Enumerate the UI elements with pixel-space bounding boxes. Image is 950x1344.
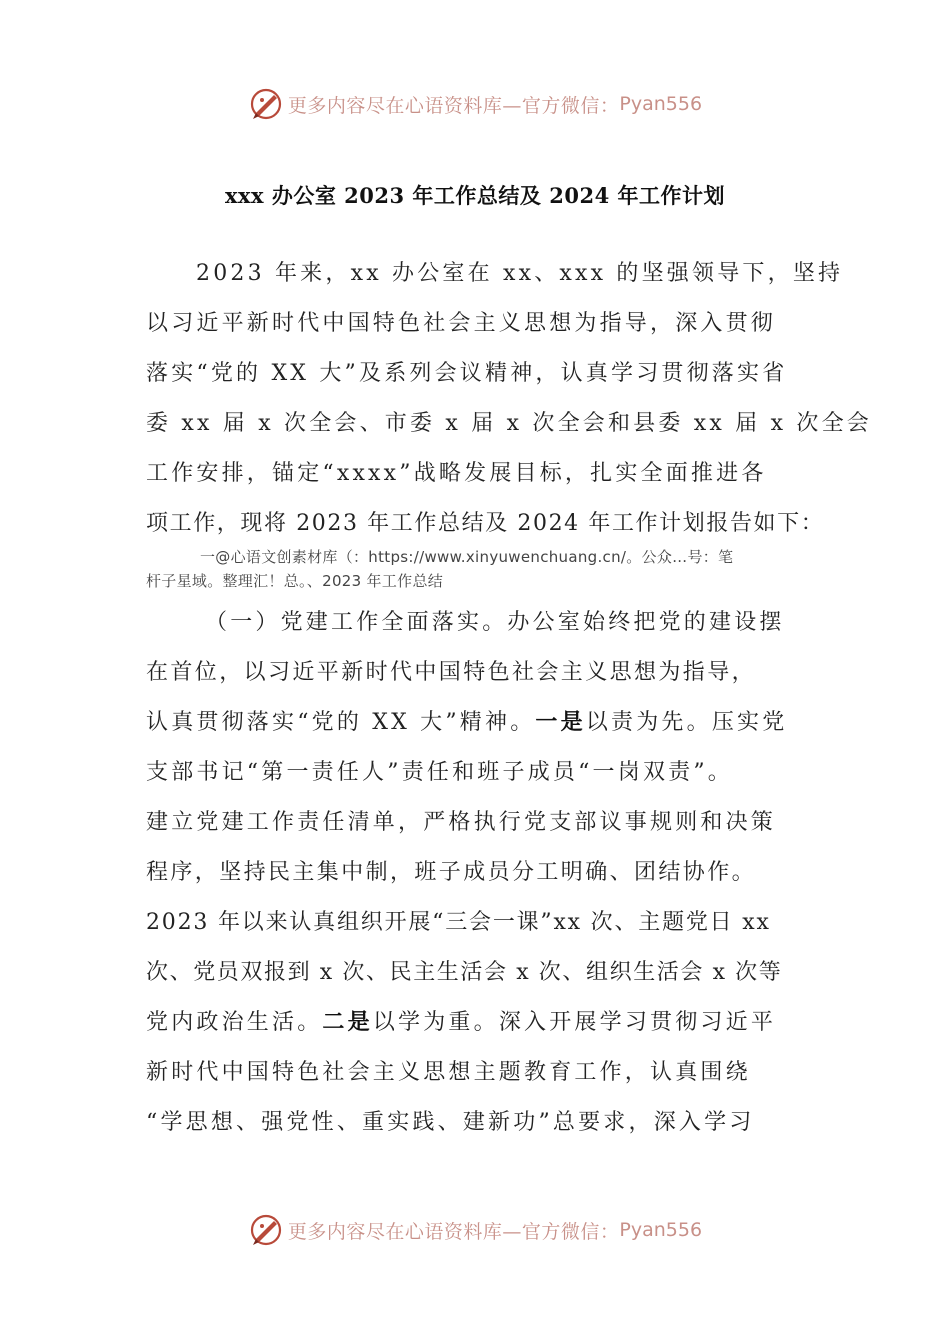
section1-line-3-tail: 以责为先。压实党 [585, 710, 788, 735]
intro-line-2: 以习近平新时代中国特色社会主义思想为指导，深入贯彻 [146, 311, 777, 336]
section1-line-6: 程序，坚持民主集中制，班子成员分工明确、团结协作。 [146, 860, 757, 885]
section1-line-4: 支部书记“第一责任人”责任和班子成员“一岗双责”。 [146, 760, 733, 785]
section1-line-7: 2023 年以来认真组织开展“三会一课”xx 次、主题党日 xx [146, 910, 771, 935]
intro-line-6: 项工作，现将 2023 年工作总结及 2024 年工作计划报告如下： [146, 511, 825, 536]
intro-line-4: 委 xx 届 x 次全会、市委 x 届 x 次全会和县委 xx 届 x 次全会 [146, 411, 872, 436]
section1-line-2: 在首位，以习近平新时代中国特色社会主义思想为指导， [146, 660, 757, 685]
source-note-line-1: 一@心语文创素材库（：https://www.xinyuwenchuang.cn/。公众…号：笔 [200, 548, 734, 566]
banner-wechat-id: Pyan556 [619, 1219, 703, 1241]
section1-line-3 [146, 705, 787, 736]
intro-line-3: 落实“党的 XX 大”及系列会议精神，认真学习贯彻落实省 [146, 361, 788, 386]
source-note-line-2: 杆子星域。整理汇！总。、2023 年工作总结 [146, 572, 444, 590]
intro-line-1: 2023 年来，xx 办公室在 xx、xxx 的坚强领导下，坚持 [196, 261, 844, 286]
document-title: xxx 办公室 2023 年工作总结及 2024 年工作计划 [224, 183, 725, 208]
banner-text: 更多内容尽在心语资料库—官方微信： [287, 1220, 620, 1243]
section1-line-9-text: 党内政治生活。 [146, 1010, 323, 1035]
point-two-label: 二是 [322, 1009, 373, 1035]
header-banner [0, 84, 950, 124]
section1-line-1: （一）党建工作全面落实。办公室始终把党的建设摆 [205, 610, 785, 635]
section1-line-11: “学思想、强党性、重实践、建新功”总要求，深入学习 [146, 1110, 755, 1135]
pen-logo-icon [248, 1212, 284, 1248]
section1-line-5: 建立党建工作责任清单，严格执行党支部议事规则和决策 [146, 810, 777, 835]
section1-line-9 [146, 1005, 776, 1036]
section1-line-3-text: 认真贯彻落实“党的 XX 大”精神。 [146, 710, 536, 735]
banner-wechat-id: Pyan556 [619, 93, 703, 115]
footer-banner [0, 1210, 950, 1250]
pen-logo-icon [248, 86, 284, 122]
section1-line-8: 次、党员双报到 x 次、民主生活会 x 次、组织生活会 x 次等 [146, 960, 783, 985]
section1-line-10: 新时代中国特色社会主义思想主题教育工作，认真围绕 [146, 1060, 751, 1085]
section1-line-9-tail: 以学为重。深入开展学习贯彻习近平 [372, 1010, 777, 1035]
banner-text: 更多内容尽在心语资料库—官方微信： [287, 94, 620, 117]
intro-line-5: 工作安排，锚定“xxxx”战略发展目标，扎实全面推进各 [146, 461, 767, 486]
point-one-label: 一是 [535, 709, 586, 735]
